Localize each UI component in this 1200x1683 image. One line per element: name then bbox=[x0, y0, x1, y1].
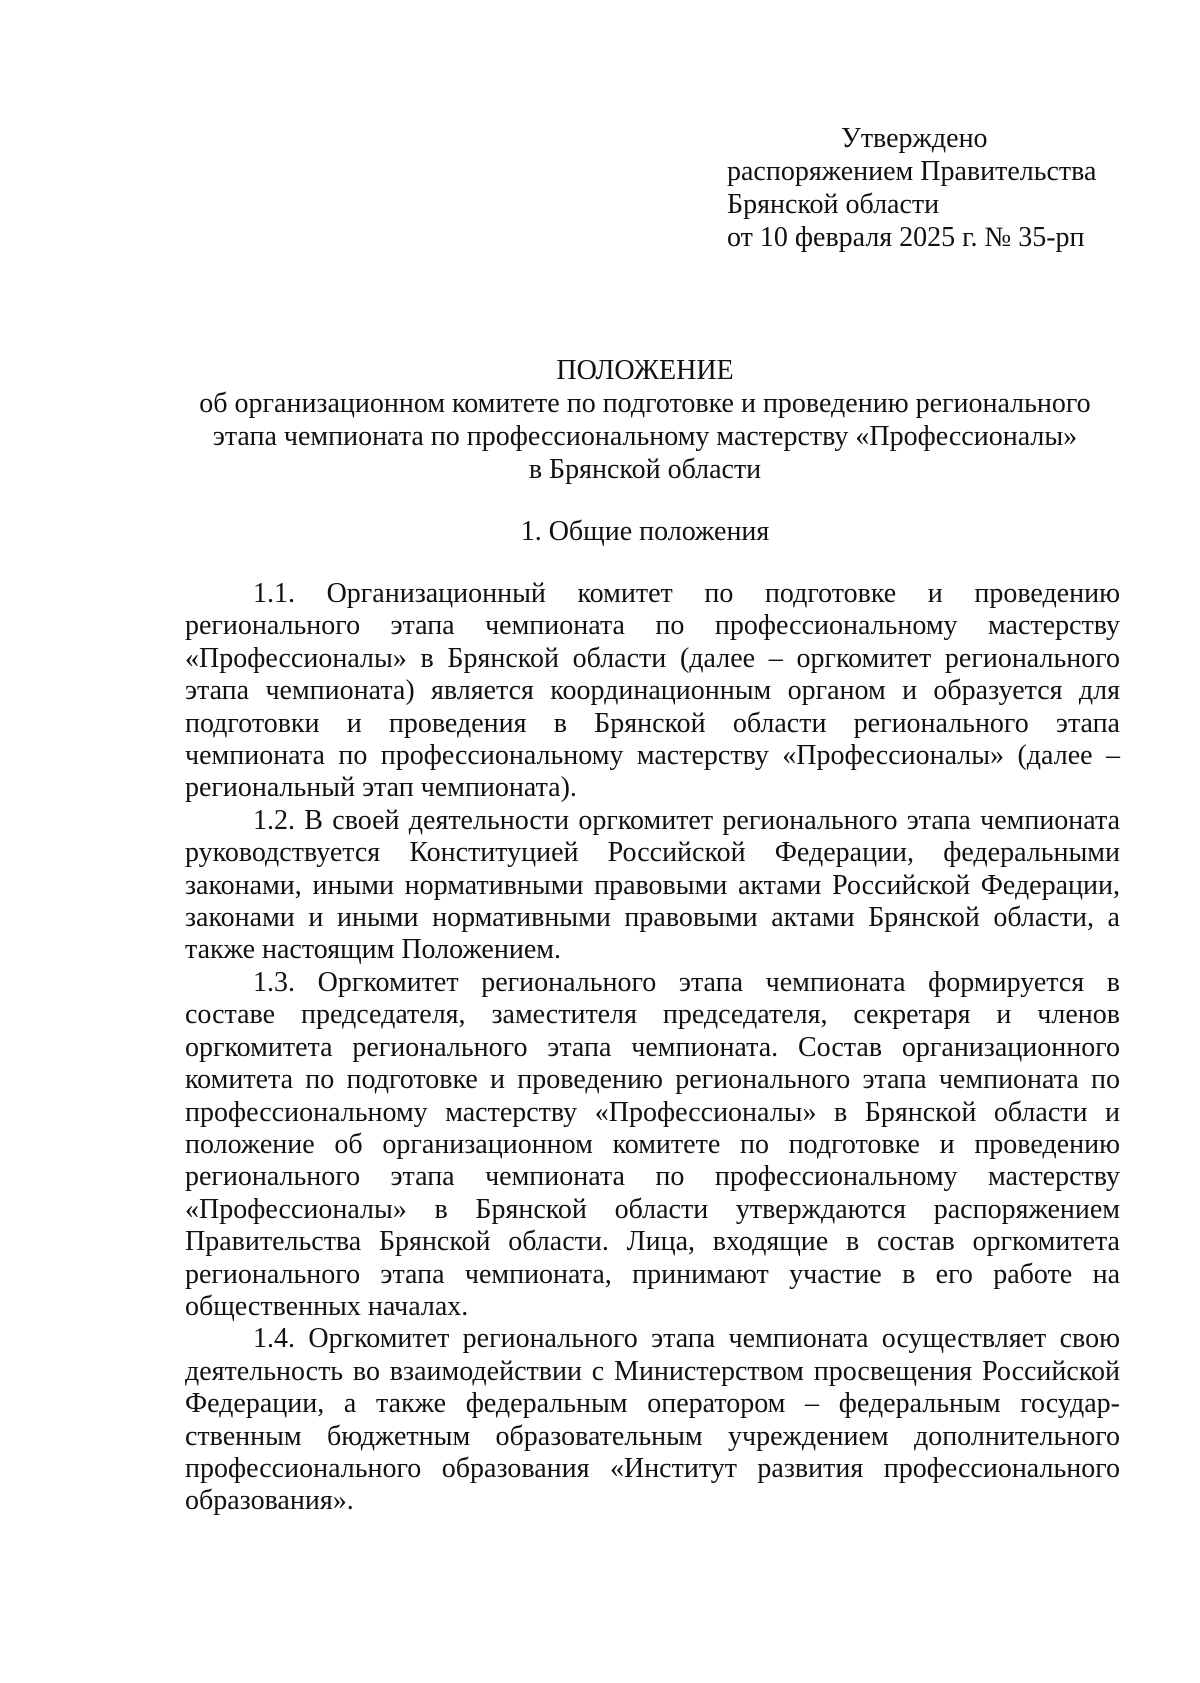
approval-line-order: распоряжением Правительства bbox=[727, 156, 1097, 187]
paragraph-1-1: 1.1. Организационный комитет по подготовке и проведению регионального этапа чемпионата по профессиональному мастерству «Профессионалы» в Брянской области (далее – оргкомитет регионального этапа чемпионата) является координационным органом и образуется для подготовки и проведения в Брянской области регионального этапа чемпионата по профессиональному мастерству «Профессионалы» (далее – региональный этап чемпионата). bbox=[185, 578, 1120, 804]
paragraph-1-3: 1.3. Оргкомитет регионального этапа чемпионата формируется в составе председателя, заместителя председателя, секретаря и членов оргкомитета регионального этапа чемпионата. Состав организационного комитета по подготовке и проведению регионального этапа чемпионата по профессиональному мастерству «Профессионалы» в Брянской области и положение об организационном комитете по подготовке и проведению регионального этапа чемпионата по профессиональному мастерству «Профессионалы» в Брянской области утверждаются распоряжением Правительства Брянской области. Лица, входящие в состав оргкомитета регионального этапа чемпионата, принимают участие в его работе на общественных началах. bbox=[185, 966, 1120, 1322]
approval-title: Утверждено bbox=[841, 123, 988, 154]
title-subtitle-line-3: в Брянской области bbox=[528, 454, 762, 485]
document-body bbox=[185, 578, 1120, 1518]
approval-stamp bbox=[727, 122, 1167, 254]
document-title bbox=[120, 354, 1170, 486]
title-main: ПОЛОЖЕНИЕ bbox=[556, 355, 734, 386]
title-subtitle-line-2: этапа чемпионата по профессиональному мастерству «Профессионалы» bbox=[212, 421, 1078, 452]
approval-line-region: Брянской области bbox=[727, 189, 940, 220]
paragraph-1-4: 1.4. Оргкомитет регионального этапа чемпионата осуществляет свою деятельность во взаимодействии с Министерством просвещения Российской Федерации, а также федеральным оператором – федеральным государ-ственным бюджетным образовательным учреждением дополнительного профессионального образования «Институт развития профессионального образования». bbox=[185, 1323, 1120, 1517]
section-heading: 1. Общие положения bbox=[520, 516, 770, 547]
title-subtitle-line-1: об организационном комитете по подготовке и проведению регионального bbox=[199, 388, 1091, 419]
approval-line-date: от 10 февраля 2025 г. № 35-рп bbox=[727, 222, 1085, 253]
paragraph-1-2: 1.2. В своей деятельности оргкомитет регионального этапа чемпионата руководствуется Конституцией Российской Федерации, федеральными законами, иными нормативными правовыми актами Российской Федерации, законами и иными нормативными правовыми актами Брянской области, а также настоящим Положением. bbox=[185, 804, 1120, 966]
